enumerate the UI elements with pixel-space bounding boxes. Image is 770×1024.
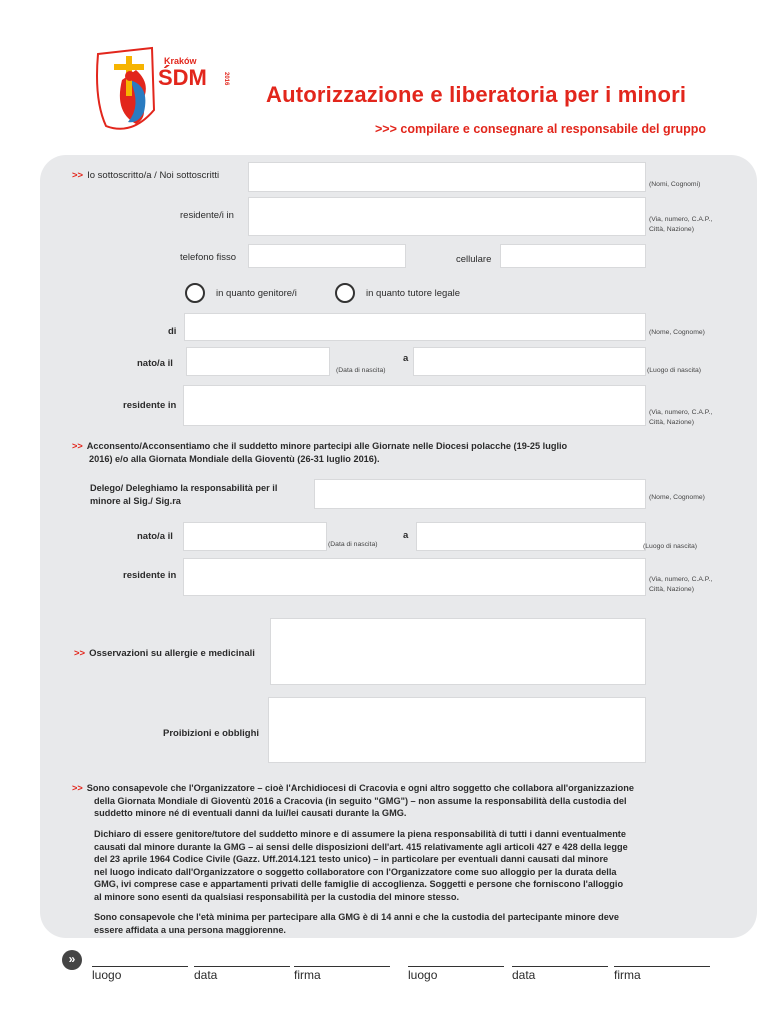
consent-line <box>72 440 632 453</box>
page-title: Autorizzazione e liberatoria per i minori <box>266 82 687 107</box>
birth-date-note: (Data di nascita) <box>336 367 386 374</box>
place-label-2: luogo <box>408 968 438 982</box>
delegate-birth-date-note: (Data di nascita) <box>328 541 378 548</box>
paragraph-line: nel luogo indicato dall'Organizzatore o soggetto collaboratore con l'Organizzatore come suo alloggio per la durata della <box>94 866 617 877</box>
resident-note <box>649 215 712 235</box>
minor-resident-field[interactable] <box>183 385 646 426</box>
delegate-resident-label: residente in <box>123 570 177 581</box>
birth-date-field[interactable] <box>186 347 330 376</box>
wyd-logo <box>92 40 242 140</box>
minor-name-note: (Nome, Cognome) <box>649 329 705 336</box>
place-line-1[interactable] <box>92 966 188 967</box>
signers-row-label <box>72 170 219 181</box>
delegate-line: Delego/ Deleghiamo la responsabilità per il <box>90 483 278 493</box>
delegate-resident-field[interactable] <box>183 558 646 596</box>
date-line-2[interactable] <box>512 966 608 967</box>
paragraph-line: del 23 aprile 1964 Codice Civile (Gazz. Uff.2014.121 testo unico) – in particolare per eventuali danni causati dal minore <box>94 854 609 865</box>
phone-label: telefono fisso <box>180 252 236 263</box>
section-marker: >> <box>72 783 83 793</box>
delegate-born-label: nato/a il <box>137 531 173 542</box>
signature-line-2[interactable] <box>614 966 710 967</box>
delegate-resident-note <box>649 575 712 595</box>
paragraph-line: suddetto minore né di eventuali danni da lui/lei causati durante la GMG. <box>94 808 407 819</box>
date-line-1[interactable] <box>194 966 290 967</box>
signers-names-field[interactable] <box>248 162 646 192</box>
minor-resident-note-line: Città, Nazione) <box>649 419 694 426</box>
section-marker: >> <box>72 441 83 451</box>
resident-note-line: (Via, numero, C.A.P., <box>649 216 713 223</box>
delegate-resident-note-line: (Via, numero, C.A.P., <box>649 576 713 583</box>
signers-label: Io sottoscritto/a / Noi sottoscritti <box>87 170 220 181</box>
signature-label-2: firma <box>614 968 641 982</box>
guardian-option-label: in quanto tutore legale <box>366 288 461 299</box>
resident-note-line: Città, Nazione) <box>649 226 694 233</box>
date-label-1: data <box>194 968 218 982</box>
consent-line: 2016) e/o alla Giornata Mondiale della Gioventù (26-31 luglio 2016). <box>89 453 380 464</box>
paragraph-line: al minore sono esenti da qualsiasi responsabilità per la custodia del minore stesso. <box>94 891 460 902</box>
prohibitions-field[interactable] <box>268 697 646 763</box>
delegate-line: minore al Sig./ Sig.ra <box>90 495 181 506</box>
guardian-radio[interactable] <box>335 283 355 303</box>
section-marker: >> <box>72 170 84 181</box>
signers-note: (Nomi, Cognomi) <box>649 181 701 188</box>
minor-resident-note <box>649 408 712 428</box>
minor-resident-label: residente in <box>123 400 177 411</box>
birthplace-note: (Luogo di nascita) <box>647 367 702 374</box>
minor-resident-note-line: (Via, numero, C.A.P., <box>649 409 713 416</box>
minor-name-field[interactable] <box>184 313 646 341</box>
section-marker: >> <box>74 648 86 659</box>
paragraph-line-text: Sono consapevole che l'Organizzatore – cioè l'Archidiocesi di Cracovia e ogni altro soggetto che collabora all'organizzazione <box>86 783 634 793</box>
paragraph-line: Dichiaro di essere genitore/tutore del suddetto minore e di assumere la piena responsabilità di tutti i danni eventualmente <box>94 829 626 839</box>
allergies-row-label <box>74 648 255 659</box>
paragraph-line: essere affidata a una persona maggiorenne. <box>94 924 286 935</box>
phone-field[interactable] <box>248 244 406 268</box>
prohibitions-label: Proibizioni e obblighi <box>163 728 260 739</box>
logo-city: Kraków <box>164 56 197 66</box>
consent-text <box>72 440 632 465</box>
signature-line-1[interactable] <box>294 966 390 967</box>
allergies-field[interactable] <box>270 618 646 685</box>
consent-line-text: Acconsento/Acconsentiamo che il suddetto minore partecipi alle Giornate nelle Diocesi polacche (19-25 luglio <box>86 441 568 451</box>
logo-text: ŚDM <box>158 65 207 90</box>
born-label: nato/a il <box>137 358 173 369</box>
liability-paragraph-1 <box>72 782 682 820</box>
of-label: di <box>168 326 177 337</box>
place-line-2[interactable] <box>408 966 504 967</box>
date-label-2: data <box>512 968 536 982</box>
delegate-at-label: a <box>403 530 409 541</box>
delegate-birthplace-note: (Luogo di nascita) <box>643 543 698 550</box>
mobile-field[interactable] <box>500 244 646 268</box>
paragraph-line: della Giornata Mondiale di Gioventù 2016 a Cracovia (in seguito "GMG") – non assume la responsabilità della custodia del <box>94 795 627 806</box>
chevron-right-icon: » <box>62 950 82 970</box>
paragraph-line: causati dal minore durante la GMG – ai sensi delle disposizioni dell'art. 415 relativamente agli articoli 427 e 428 della legge <box>94 841 628 852</box>
paragraph-line: Sono consapevole che l'età minima per partecipare alla GMG è di 14 anni e che la custodia del partecipante minore deve <box>94 912 620 922</box>
delegate-birth-date-field[interactable] <box>183 522 327 551</box>
paragraph-line <box>72 782 682 795</box>
liability-paragraph-3 <box>94 911 682 936</box>
logo-year: 2016 <box>223 72 229 86</box>
place-label-1: luogo <box>92 968 122 982</box>
liability-paragraph-2 <box>94 828 682 904</box>
delegate-name-field[interactable] <box>314 479 646 509</box>
delegate-text <box>90 482 312 507</box>
birthplace-field[interactable] <box>413 347 646 376</box>
mobile-label: cellulare <box>456 254 492 265</box>
at-label: a <box>403 353 409 364</box>
parent-option-label: in quanto genitore/i <box>216 288 297 299</box>
signature-label-1: firma <box>294 968 321 982</box>
resident-label: residente/i in <box>180 210 234 221</box>
allergies-label: Osservazioni su allergie e medicinali <box>89 648 255 659</box>
delegate-note: (Nome, Cognome) <box>649 494 705 501</box>
page-subtitle: >>> compilare e consegnare al responsabile del gruppo <box>375 122 707 136</box>
delegate-birthplace-field[interactable] <box>416 522 646 551</box>
paragraph-line: GMG, ivi comprese case e appartamenti privati delle famiglie di accoglienza. Soggetti e persone che forniscono l'alloggio <box>94 879 624 890</box>
resident-address-field[interactable] <box>248 197 646 236</box>
delegate-resident-note-line: Città, Nazione) <box>649 586 694 593</box>
parent-radio[interactable] <box>185 283 205 303</box>
